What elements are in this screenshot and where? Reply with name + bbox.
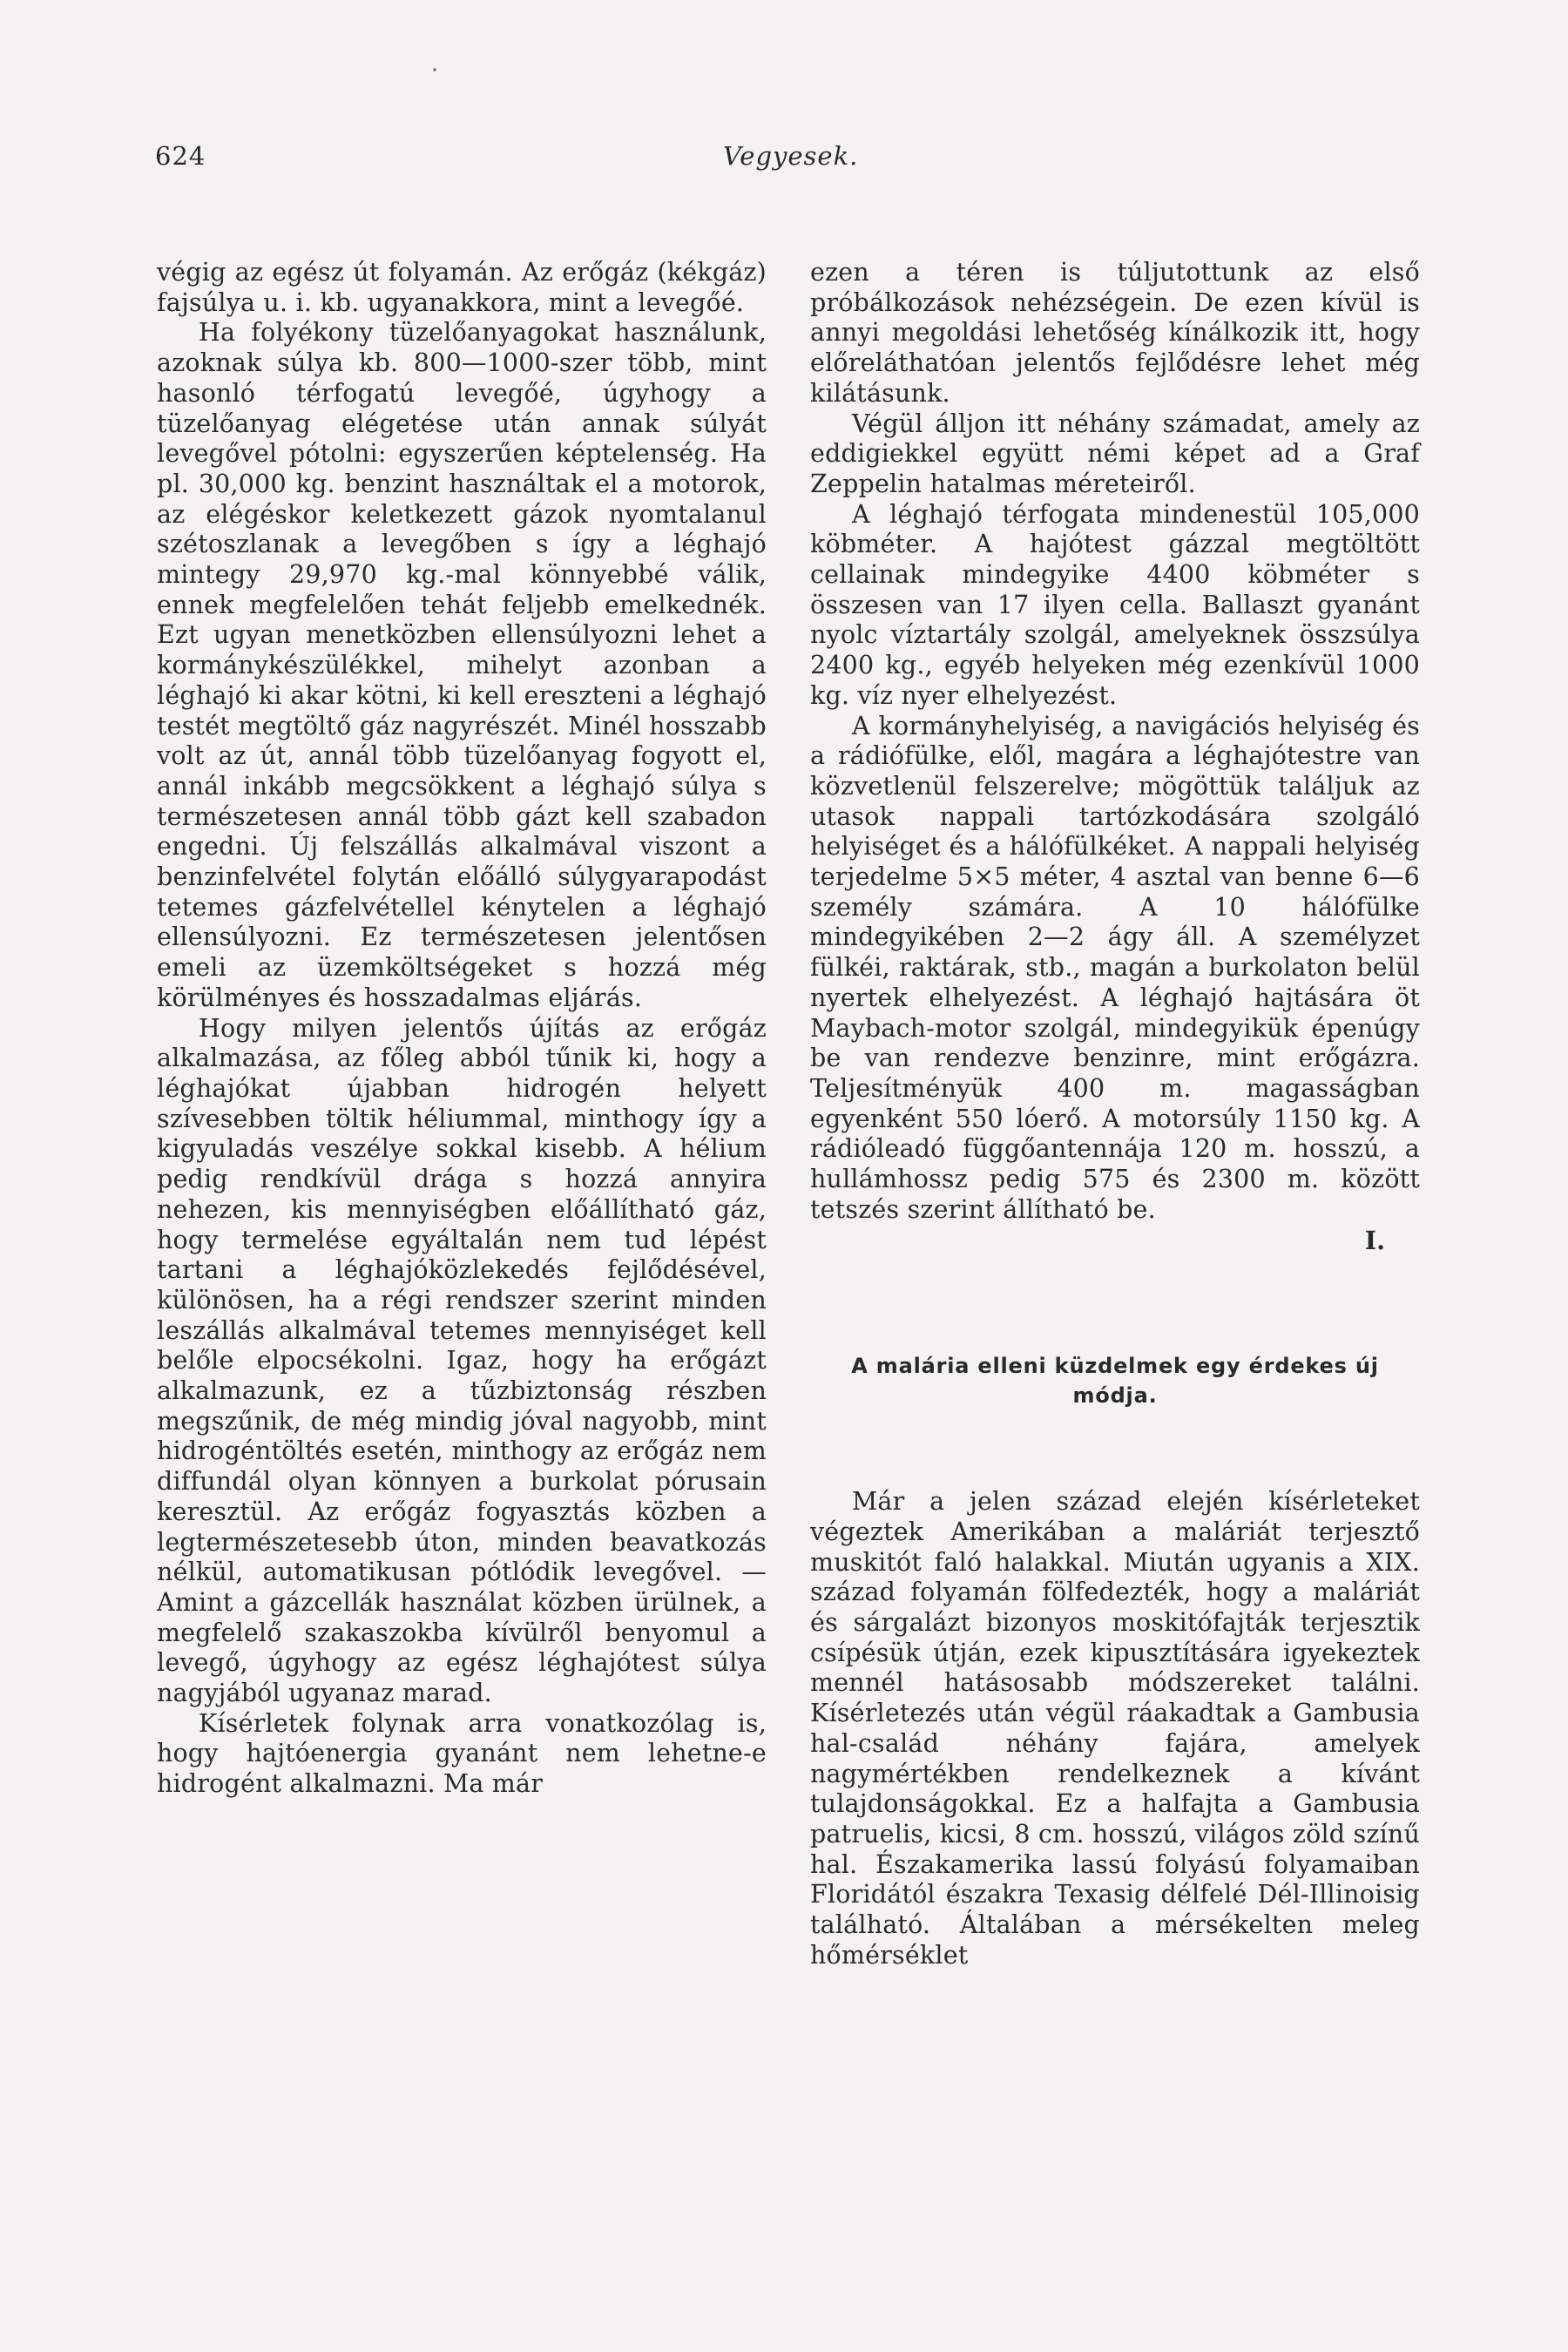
- paragraph: Hogy milyen jelentős újítás az erőgáz alkalmazása, az főleg abból tűnik ki, hogy a léghajókat újabban hidrogén helyett szívesebben töltik héliummal, minthogy így a kigyuladás veszélye sokkal kisebb. A hélium pedig rendkívül drága s hozzá annyira nehezen, kis mennyiségben előállítható gáz, hogy termelése egyáltalán nem tud lépést tartani a léghajóközlekedés fejlődésével, különösen, ha a régi rendszer szerint minden leszállás alkalmával tetemes mennyiséget kell belőle elpocsékolni. Igaz, hogy ha erőgázt alkalmazunk, ez a tűzbiztonság részben megszűnik, de még mindig jóval nagyobb, mint hidrogéntöltés esetén, minthogy az erőgáz nem diffundál olyan könnyen a burkolat pórusain keresztül. Az erőgáz fogyasztás közben a legtermészetesebb úton, minden beavatkozás nélkül, automatikusan pótlódik levegővel. — Amint a gázcellák használat közben ürülnek, a megfelelő szakaszokba kívülről benyomul a levegő, úgyhogy az egész léghajótest súlya nagyjából ugyanaz marad.: [157, 1013, 767, 1708]
- scan-speck: [433, 68, 436, 71]
- paragraph: Már a jelen század elején kísérleteket végeztek Amerikában a maláriát terjesztő muskitót faló halakkal. Miután ugyanis a XIX. század folyamán fölfedezték, hogy a maláriát és sárgalázt bizonyos moskitófajták terjesztik csípésük útján, ezek kipusztítására igyekeztek mennél hatásosabb módszereket találni. Kísérletezés után végül ráakadtak a Gambusia hal-család néhány fajára, amelyek nagymértékben rendelkeznek a kívánt tulajdonságokkal. Ez a halfajta a Gambusia patruelis, kicsi, 8 cm. hosszú, világos zöld színű hal. Északamerika lassú folyású folyamaiban Floridától északra Texasig délfelé Dél-Illinoisig található. Általában a mérsékelten meleg hőmérséklet: [810, 1487, 1420, 1970]
- page-number: 624: [155, 141, 206, 171]
- signature-row: [810, 1226, 1420, 1256]
- running-title: Vegyesek.: [723, 141, 859, 171]
- paragraph: Ha folyékony tüzelőanyagokat használunk, azoknak súlya kb. 800—1000-szer több, mint hasonló térfogatú levegőé, úgyhogy a tüzelőanyag elégetése után annak súlyát levegővel pótolni: egyszerűen képtelenség. Ha pl. 30,000 kg. benzint használtak el a motorok, az elégéskor keletkezett gázok nyomtalanul szétoszlanak a levegőben s így a léghajó mintegy 29,970 kg.-mal könnyebbé válik, ennek megfelelően tehát feljebb emelkednék. Ezt ugyan menetközben ellensúlyozni lehet a kormánykészülékkel, mihelyt azonban a léghajó ki akar kötni, ki kell ereszteni a léghajó testét megtöltő gáz nagyrészét. Minél hosszabb volt az út, annál több tüzelőanyag fogyott el, annál inkább megcsökkent a léghajó súlya s természetesen annál több gázt kell szabadon engedni. Új felszállás alkalmával viszont a benzinfelvétel folytán előálló súlygyarapodást tetemes gázfelvétellel kénytelen a léghajó ellensúlyozni. Ez természetesen jelentősen emeli az üzemköltségeket s hozzá még körülményes és hosszadalmas eljárás.: [157, 318, 767, 1012]
- paragraph: végig az egész út folyamán. Az erőgáz (kékgáz) fajsúlya u. i. kb. ugyanakkora, mint a levegőé.: [157, 258, 767, 317]
- left-column: [157, 258, 767, 1800]
- article-title: A malária elleni küzdelmek egy érdekes új módja.: [851, 1354, 1379, 1409]
- paragraph: Végül álljon itt néhány számadat, amely az eddigiekkel együtt némi képet ad a Graf Zeppelin hatalmas méreteiről.: [810, 409, 1420, 498]
- paragraph: A léghajó térfogata mindenestül 105,000 köbméter. A hajótest gázzal megtöltött cellainak mindegyike 4400 köbméter s összesen van 17 ilyen cella. Ballaszt gyanánt nyolc víztartály szolgál, amelyeknek összsúlya 2400 kg., egyéb helyeken még ezenkívül 1000 kg. víz nyer elhelyezést.: [810, 499, 1420, 710]
- page-header: [155, 141, 1375, 176]
- paragraph: A kormányhelyiség, a navigációs helyiség és a rádiófülke, elől, magára a léghajótestre van közvetlenül felszerelve; mögöttük találjuk az utasok nappali tartózkodására szolgáló helyiséget és a hálófülkéket. A nappali helyiség terjedelme 5×5 méter, 4 asztal van benne 6—6 személy számára. A 10 hálófülke mindegyikében 2—2 ágy áll. A személyzet fülkéi, raktárak, stb., magán a burkolaton belül nyertek elhelyezést. A léghajó hajtására öt Maybach-motor szolgál, mindegyikük épenúgy be van rendezve benzinre, mint erőgázra. Teljesítményük 400 m. magasságban egyenként 550 lóerő. A motorsúly 1150 kg. A rádióleadó függőantennája 120 m. hosszú, a hullámhossz pedig 575 és 2300 m. között tetszés szerint állítható be.: [810, 711, 1420, 1224]
- paragraph: Kísérletek folynak arra vonatkozólag is, hogy hajtóenergia gyanánt nem lehetne-e hidrogént alkalmazni. Ma már: [157, 1708, 767, 1799]
- paragraph: ezen a téren is túljutottunk az első próbálkozások nehézségein. De ezen kívül is annyi megoldási lehetőség kínálkozik itt, hogy előreláthatóan jelentős fejlődésre lehet még kilátásunk.: [810, 258, 1420, 408]
- right-column: [810, 258, 1420, 1970]
- author-signature: I.: [1364, 1225, 1385, 1255]
